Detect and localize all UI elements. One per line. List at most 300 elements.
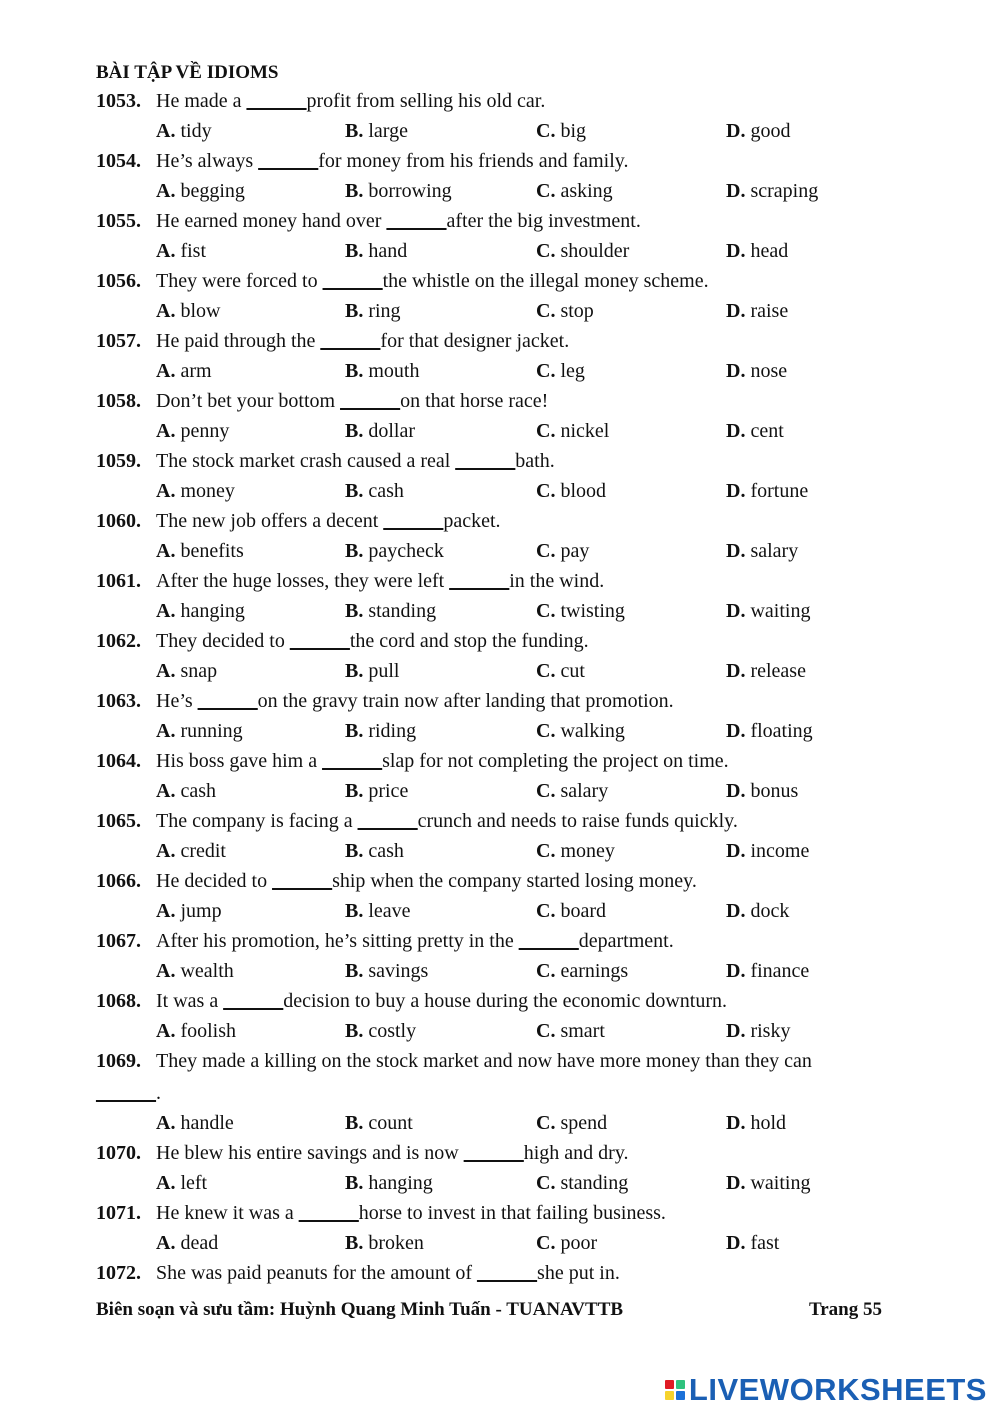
question-text-before: He knew it was a: [156, 1202, 299, 1224]
question-item: [96, 86, 896, 146]
option-d[interactable]: [726, 416, 784, 446]
option-c[interactable]: [536, 1016, 605, 1046]
option-b[interactable]: [345, 536, 444, 566]
option-text: dollar: [368, 420, 415, 442]
option-letter: D.: [726, 600, 746, 622]
option-c[interactable]: [536, 596, 625, 626]
liveworksheets-logo[interactable]: [665, 1372, 987, 1408]
option-d[interactable]: [726, 296, 788, 326]
option-letter: B.: [345, 540, 364, 562]
question-line: [96, 86, 896, 116]
option-c[interactable]: [536, 716, 625, 746]
option-letter: A.: [156, 1020, 176, 1042]
option-b[interactable]: [345, 1228, 424, 1258]
option-text: riding: [368, 720, 417, 742]
question-number: 1054.: [96, 150, 141, 172]
option-letter: B.: [345, 480, 364, 502]
option-letter: B.: [345, 1172, 364, 1194]
question-text-after: after the big investment.: [446, 210, 641, 232]
option-a[interactable]: [156, 356, 212, 386]
option-b[interactable]: [345, 1016, 416, 1046]
option-letter: D.: [726, 240, 746, 262]
question-text-after: high and dry.: [523, 1142, 629, 1164]
option-letter: C.: [536, 660, 556, 682]
option-c[interactable]: [536, 356, 585, 386]
option-letter: C.: [536, 120, 556, 142]
option-letter: C.: [536, 1172, 556, 1194]
option-text: cash: [180, 780, 216, 802]
question-text-before: After his promotion, he’s sitting pretty in the: [156, 930, 519, 952]
answer-blank[interactable]: ______: [518, 930, 579, 952]
question-text-before: The stock market crash caused a real: [156, 450, 456, 472]
option-letter: B.: [345, 180, 364, 202]
question-text-after: the cord and stop the funding.: [349, 630, 589, 652]
option-b[interactable]: [345, 476, 404, 506]
option-d[interactable]: [726, 236, 788, 266]
option-letter: A.: [156, 780, 176, 802]
option-letter: B.: [345, 960, 364, 982]
logo-text: LIVEWORKSHEETS: [688, 1372, 987, 1407]
option-c[interactable]: [536, 116, 586, 146]
question-text-before: He blew his entire savings and is now: [156, 1142, 464, 1164]
question-number: 1062.: [96, 630, 141, 652]
option-a[interactable]: [156, 1228, 218, 1258]
option-letter: C.: [536, 540, 556, 562]
option-a[interactable]: [156, 536, 244, 566]
option-d[interactable]: [726, 956, 809, 986]
option-text: waiting: [750, 1172, 811, 1194]
option-letter: A.: [156, 1232, 176, 1254]
option-text: blow: [180, 300, 221, 322]
option-letter: D.: [726, 960, 746, 982]
question-item: [96, 926, 896, 986]
option-text: ring: [368, 300, 401, 322]
question-line: [96, 1198, 896, 1228]
options-row: [96, 596, 896, 626]
option-text: big: [560, 120, 587, 142]
footer: [96, 1296, 882, 1324]
option-letter: A.: [156, 840, 176, 862]
option-text: snap: [180, 660, 218, 682]
option-letter: A.: [156, 360, 176, 382]
question-line: [96, 1046, 896, 1078]
option-b[interactable]: [345, 596, 436, 626]
option-d[interactable]: [726, 476, 808, 506]
option-a[interactable]: [156, 236, 206, 266]
question-text-after: on the gravy train now after landing that promotion.: [257, 690, 674, 712]
option-text: credit: [180, 840, 226, 862]
option-text: arm: [180, 360, 212, 382]
option-a[interactable]: [156, 176, 245, 206]
option-text: good: [750, 120, 791, 142]
options-row: [96, 656, 896, 686]
question-text-before: He’s: [156, 690, 198, 712]
option-d[interactable]: [726, 716, 813, 746]
option-d[interactable]: [726, 536, 798, 566]
option-a[interactable]: [156, 1016, 236, 1046]
option-text: wealth: [180, 960, 234, 982]
option-letter: B.: [345, 420, 364, 442]
option-c[interactable]: [536, 1228, 597, 1258]
question-line: [96, 386, 896, 416]
answer-blank[interactable]: ______: [386, 210, 447, 232]
question-text-after: decision to buy a house during the economic downturn.: [283, 990, 728, 1012]
option-letter: D.: [726, 900, 746, 922]
page-number: Trang 55: [808, 1299, 882, 1320]
option-text: walking: [560, 720, 625, 742]
option-c[interactable]: [536, 836, 615, 866]
option-c[interactable]: [536, 296, 594, 326]
option-b[interactable]: [345, 416, 415, 446]
question-number: 1071.: [96, 1202, 141, 1224]
options-row: [96, 296, 896, 326]
options-row: [96, 536, 896, 566]
option-b[interactable]: [345, 176, 452, 206]
question-number: 1065.: [96, 810, 141, 832]
question-text-after: bath.: [515, 450, 555, 472]
question-line: [96, 506, 896, 536]
option-letter: C.: [536, 600, 556, 622]
answer-blank[interactable]: ______: [383, 510, 444, 532]
question-text-before: The new job offers a decent: [156, 510, 384, 532]
question-text-after: horse to invest in that failing business.: [358, 1202, 666, 1224]
question-text-after: on that horse race!: [400, 390, 549, 412]
option-a[interactable]: [156, 116, 212, 146]
option-a[interactable]: [156, 476, 235, 506]
option-text: shoulder: [560, 240, 630, 262]
logo-square-green: [676, 1380, 685, 1389]
options-row: [96, 416, 896, 446]
option-text: tidy: [180, 120, 212, 142]
question-text-after: for that designer jacket.: [380, 330, 570, 352]
question-number: 1059.: [96, 450, 141, 472]
option-a[interactable]: [156, 1168, 207, 1198]
option-c[interactable]: [536, 176, 613, 206]
option-text: leg: [560, 360, 585, 382]
question-text-before: It was a: [156, 990, 224, 1012]
answer-blank[interactable]: ______: [463, 1142, 524, 1164]
question-number: 1061.: [96, 570, 141, 592]
options-row: [96, 1228, 896, 1258]
option-b[interactable]: [345, 1168, 433, 1198]
option-letter: B.: [345, 720, 364, 742]
option-a[interactable]: [156, 1108, 234, 1138]
option-c[interactable]: [536, 536, 589, 566]
option-a[interactable]: [156, 716, 243, 746]
option-letter: A.: [156, 900, 176, 922]
option-letter: C.: [536, 900, 556, 922]
option-text: poor: [560, 1232, 598, 1254]
question-number: 1070.: [96, 1142, 141, 1164]
option-text: salary: [750, 540, 799, 562]
option-letter: C.: [536, 1232, 556, 1254]
option-text: standing: [368, 600, 437, 622]
option-b[interactable]: [345, 896, 411, 926]
question-line: [96, 986, 896, 1016]
option-text: dead: [180, 1232, 219, 1254]
question-number: 1072.: [96, 1262, 141, 1284]
question-item: [96, 746, 896, 806]
option-a[interactable]: [156, 956, 234, 986]
option-text: costly: [368, 1020, 417, 1042]
option-text: mouth: [368, 360, 420, 382]
option-letter: D.: [726, 1020, 746, 1042]
question-text-before: Don’t bet your bottom: [156, 390, 341, 412]
option-letter: D.: [726, 1172, 746, 1194]
question-text-before: His boss gave him a: [156, 750, 323, 772]
options-row: [96, 956, 896, 986]
question-line: [96, 146, 896, 176]
option-letter: C.: [536, 360, 556, 382]
answer-blank[interactable]: ______: [322, 270, 383, 292]
answer-blank[interactable]: ______: [340, 390, 401, 412]
question-text-after: packet.: [443, 510, 501, 532]
option-c[interactable]: [536, 956, 628, 986]
option-letter: A.: [156, 540, 176, 562]
option-letter: D.: [726, 1112, 746, 1134]
option-text: board: [560, 900, 606, 922]
option-c[interactable]: [536, 776, 608, 806]
answer-blank[interactable]: ______: [258, 150, 319, 172]
option-letter: A.: [156, 720, 176, 742]
option-b[interactable]: [345, 656, 399, 686]
option-letter: B.: [345, 120, 364, 142]
question-item: [96, 866, 896, 926]
question-list: [96, 86, 896, 1288]
question-line: [96, 326, 896, 356]
question-text-after: slap for not completing the project on time.: [382, 750, 729, 772]
question-number: 1058.: [96, 390, 141, 412]
option-d[interactable]: [726, 356, 787, 386]
options-row: [96, 776, 896, 806]
option-letter: D.: [726, 1232, 746, 1254]
question-text-after: in the wind.: [509, 570, 605, 592]
answer-blank[interactable]: ______: [289, 630, 350, 652]
option-text: salary: [560, 780, 609, 802]
question-text-before: He decided to: [156, 870, 273, 892]
option-letter: A.: [156, 1112, 176, 1134]
question-text-before: He paid through the: [156, 330, 321, 352]
option-a[interactable]: [156, 776, 216, 806]
option-letter: B.: [345, 360, 364, 382]
option-letter: D.: [726, 420, 746, 442]
question-text-after: ship when the company started losing money.: [332, 870, 697, 892]
option-text: hand: [368, 240, 408, 262]
option-text: standing: [560, 1172, 629, 1194]
option-text: foolish: [180, 1020, 237, 1042]
option-text: running: [180, 720, 243, 742]
option-b[interactable]: [345, 836, 404, 866]
option-letter: D.: [726, 180, 746, 202]
question-line: [96, 446, 896, 476]
question-number: 1053.: [96, 90, 141, 112]
option-letter: C.: [536, 300, 556, 322]
option-text: twisting: [560, 600, 625, 622]
options-row: [96, 476, 896, 506]
option-text: jump: [180, 900, 222, 922]
option-text: fast: [750, 1232, 780, 1254]
answer-blank[interactable]: ______: [357, 810, 418, 832]
answer-blank[interactable]: ______: [455, 450, 516, 472]
question-item: [96, 626, 896, 686]
option-c[interactable]: [536, 236, 629, 266]
option-d[interactable]: [726, 656, 806, 686]
option-text: dock: [750, 900, 790, 922]
option-letter: C.: [536, 480, 556, 502]
answer-blank[interactable]: ______: [322, 750, 383, 772]
option-letter: A.: [156, 420, 176, 442]
answer-blank[interactable]: ______: [96, 1082, 156, 1104]
option-a[interactable]: [156, 656, 217, 686]
option-b[interactable]: [345, 1108, 413, 1138]
question-item: [96, 506, 896, 566]
answer-blank[interactable]: ______: [320, 330, 381, 352]
option-letter: C.: [536, 1020, 556, 1042]
question-number: 1060.: [96, 510, 141, 532]
question-text-after: for money from his friends and family.: [318, 150, 629, 172]
option-b[interactable]: [345, 956, 428, 986]
options-row: [96, 1108, 896, 1138]
question-line: [96, 206, 896, 236]
option-c[interactable]: [536, 656, 585, 686]
option-a[interactable]: [156, 296, 220, 326]
question-line: [96, 926, 896, 956]
option-d[interactable]: [726, 1016, 790, 1046]
option-letter: A.: [156, 300, 176, 322]
option-letter: C.: [536, 780, 556, 802]
option-c[interactable]: [536, 476, 606, 506]
option-d[interactable]: [726, 1108, 786, 1138]
logo-square-blue: [676, 1391, 685, 1400]
option-letter: C.: [536, 960, 556, 982]
option-letter: B.: [345, 300, 364, 322]
question-text-before: They decided to: [156, 630, 290, 652]
question-text-after: she put in.: [537, 1262, 620, 1284]
option-b[interactable]: [345, 716, 416, 746]
option-c[interactable]: [536, 896, 606, 926]
question-number: 1055.: [96, 210, 141, 232]
logo-square-yellow: [665, 1391, 674, 1400]
question-item: [96, 806, 896, 866]
option-a[interactable]: [156, 596, 245, 626]
question-line-continued: [96, 1078, 896, 1108]
option-letter: A.: [156, 1172, 176, 1194]
question-text-end: .: [156, 1082, 161, 1104]
option-letter: A.: [156, 600, 176, 622]
question-text-after: the whistle on the illegal money scheme.: [382, 270, 709, 292]
option-text: fist: [180, 240, 207, 262]
option-d[interactable]: [726, 1168, 810, 1198]
option-letter: A.: [156, 240, 176, 262]
question-text-after: profit from selling his old car.: [306, 90, 546, 112]
option-text: left: [180, 1172, 208, 1194]
option-text: paycheck: [368, 540, 444, 562]
option-d[interactable]: [726, 596, 810, 626]
question-line: [96, 266, 896, 296]
answer-blank[interactable]: ______: [477, 1262, 538, 1284]
option-d[interactable]: [726, 896, 789, 926]
option-d[interactable]: [726, 116, 790, 146]
option-letter: D.: [726, 840, 746, 862]
option-d[interactable]: [726, 776, 798, 806]
answer-blank[interactable]: ______: [223, 990, 284, 1012]
option-letter: A.: [156, 480, 176, 502]
question-item: [96, 1198, 896, 1258]
option-letter: B.: [345, 780, 364, 802]
footer-author: Biên soạn và sưu tầm: Huỳnh Quang Minh Tuấn - TUANAVTTB: [96, 1299, 624, 1320]
answer-blank[interactable]: ______: [298, 1202, 359, 1224]
option-text: leave: [368, 900, 411, 922]
option-text: smart: [560, 1020, 605, 1042]
option-text: risky: [750, 1020, 791, 1042]
question-line: [96, 686, 896, 716]
question-item: [96, 986, 896, 1046]
option-b[interactable]: [345, 296, 401, 326]
option-letter: A.: [156, 960, 176, 982]
answer-blank[interactable]: ______: [246, 90, 307, 112]
option-text: count: [368, 1112, 413, 1134]
option-a[interactable]: [156, 896, 222, 926]
option-b[interactable]: [345, 116, 408, 146]
option-b[interactable]: [345, 356, 419, 386]
option-c[interactable]: [536, 1108, 607, 1138]
question-text-before: He earned money hand over: [156, 210, 387, 232]
option-letter: B.: [345, 1020, 364, 1042]
option-b[interactable]: [345, 236, 407, 266]
option-text: floating: [750, 720, 813, 742]
option-a[interactable]: [156, 836, 226, 866]
question-text-before: After the huge losses, they were left: [156, 570, 450, 592]
options-row: [96, 116, 896, 146]
question-number: 1063.: [96, 690, 141, 712]
question-text-before: He’s always: [156, 150, 259, 172]
option-letter: B.: [345, 900, 364, 922]
question-text-before: They were forced to: [156, 270, 323, 292]
option-c[interactable]: [536, 1168, 628, 1198]
answer-blank[interactable]: ______: [197, 690, 258, 712]
question-number: 1068.: [96, 990, 141, 1012]
option-text: benefits: [180, 540, 244, 562]
worksheet-title: BÀI TẬP VỀ IDIOMS: [96, 62, 279, 83]
options-row: [96, 1016, 896, 1046]
option-d[interactable]: [726, 836, 809, 866]
option-text: money: [560, 840, 615, 862]
option-text: asking: [560, 180, 613, 202]
options-row: [96, 836, 896, 866]
option-letter: B.: [345, 600, 364, 622]
options-row: [96, 896, 896, 926]
option-text: large: [368, 120, 408, 142]
option-text: cash: [368, 480, 404, 502]
answer-blank[interactable]: ______: [449, 570, 510, 592]
option-letter: D.: [726, 360, 746, 382]
option-b[interactable]: [345, 776, 408, 806]
question-item: [96, 1258, 896, 1288]
question-number: 1066.: [96, 870, 141, 892]
option-a[interactable]: [156, 416, 229, 446]
option-c[interactable]: [536, 416, 609, 446]
option-d[interactable]: [726, 1228, 779, 1258]
question-item: [96, 566, 896, 626]
question-item: [96, 686, 896, 746]
option-d[interactable]: [726, 176, 818, 206]
option-text: waiting: [750, 600, 811, 622]
answer-blank[interactable]: ______: [272, 870, 333, 892]
option-text: penny: [180, 420, 230, 442]
option-text: income: [750, 840, 810, 862]
worksheet-page: [96, 58, 896, 1288]
option-letter: C.: [536, 240, 556, 262]
